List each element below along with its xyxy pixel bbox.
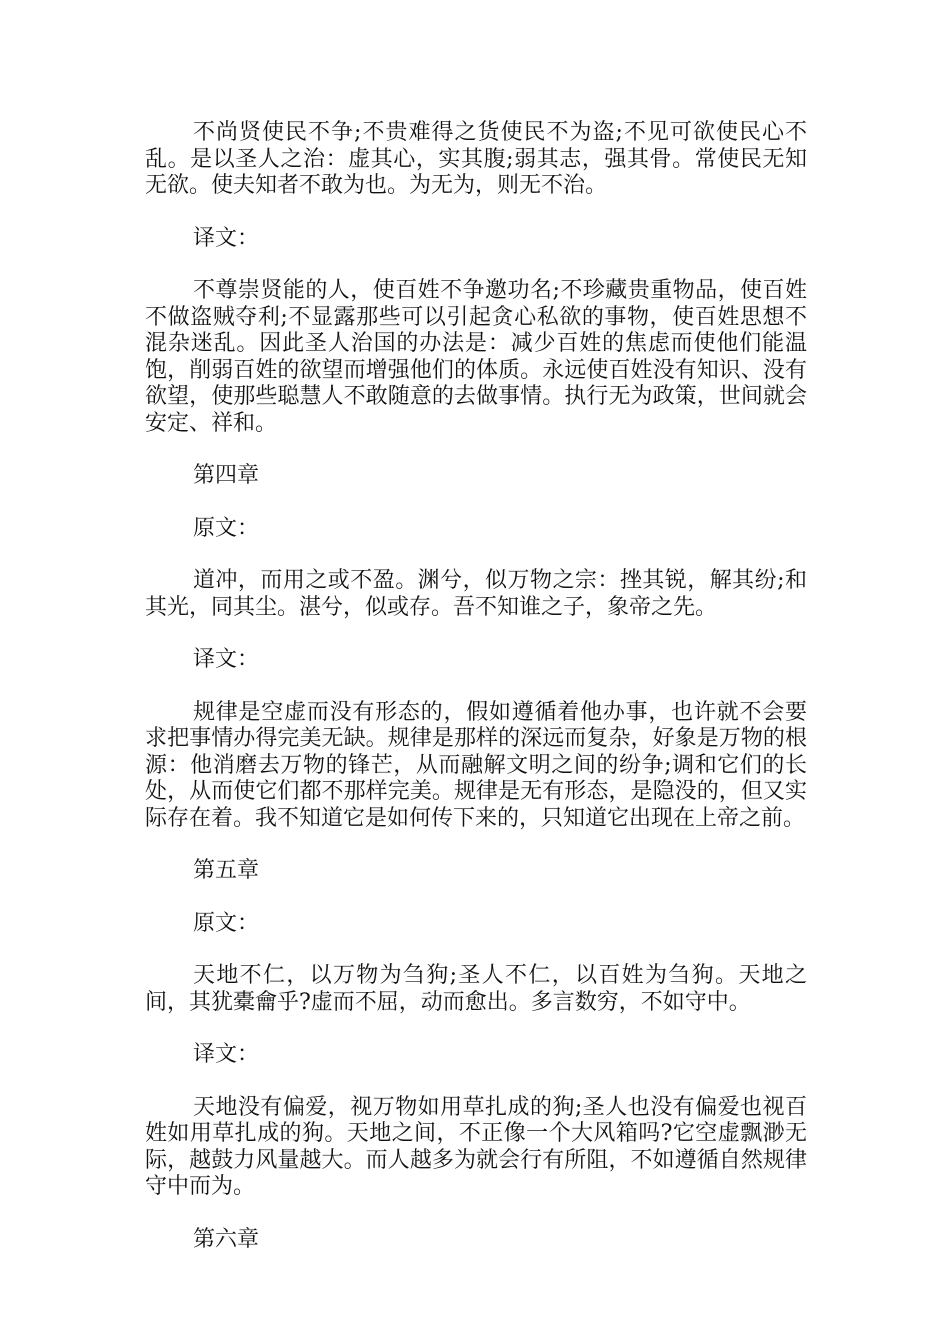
label-translation: 译文： [193, 647, 260, 672]
paragraph-chapter4-original: 道冲，而用之或不盈。渊兮，似万物之宗：挫其锐，解其纷;和其光，同其尘。湛兮，似或存。吾不知谁之子，象帝之先。 [145, 568, 807, 620]
label-original: 原文： [193, 515, 260, 541]
paragraph-chapter3-translation: 不尊崇贤能的人，使百姓不争邀功名;不珍藏贵重物品，使百姓不做盗贼夺利;不显露那些可以引起贪心私欲的事物，使百姓思想不混杂迷乱。因此圣人治国的办法是：减少百姓的焦虑而使他们能温饱，削弱百姓的欲望而增强他们的体质。永远使百姓没有知识、没有欲望，使那些聪慧人不敢随意的去做事情。执行无为政策，世间就会安定、祥和。 [145, 278, 807, 436]
paragraph-chapter4-translation: 规律是空虚而没有形态的，假如遵循着他办事，也许就不会要求把事情办得完美无缺。规律是那样的深远而复杂，好象是万物的根源：他消磨去万物的锋芒，从而融解文明之间的纷争;调和它们的长处，从而使它们都不那样完美。规律是无有形态，是隐没的，但又实际存在着。我不知道它是如何传下来的，只知道它出现在上帝之前。 [145, 699, 807, 831]
paragraph-chapter5-original: 天地不仁，以万物为刍狗;圣人不仁，以百姓为刍狗。天地之间，其犹橐龠乎?虚而不屈，动而愈出。多言数穷，不如守中。 [145, 963, 807, 1015]
chapter-heading-6: 第六章 [193, 1226, 260, 1252]
paragraph-chapter3-original: 不尚贤使民不争;不贵难得之货使民不为盗;不见可欲使民心不乱。是以圣人之治：虚其心，实其腹;弱其志，强其骨。常使民无知无欲。使夫知者不敢为也。为无为，则无不治。 [145, 120, 807, 198]
label-translation: 译文： [193, 1042, 260, 1067]
chapter-heading-4: 第四章 [193, 463, 260, 488]
document-page [145, 120, 807, 1279]
chapter-heading-5: 第五章 [193, 858, 260, 883]
paragraph-chapter5-translation: 天地没有偏爱，视万物如用草扎成的狗;圣人也没有偏爱也视百姓如用草扎成的狗。天地之间，不正像一个大风箱吗?它空虚飘渺无际，越鼓力风量越大。而人越多为就会行有所阻，不如遵循自然规律守中而为。 [145, 1094, 807, 1199]
label-original: 原文： [193, 910, 260, 936]
label-translation: 译文： [193, 225, 260, 251]
